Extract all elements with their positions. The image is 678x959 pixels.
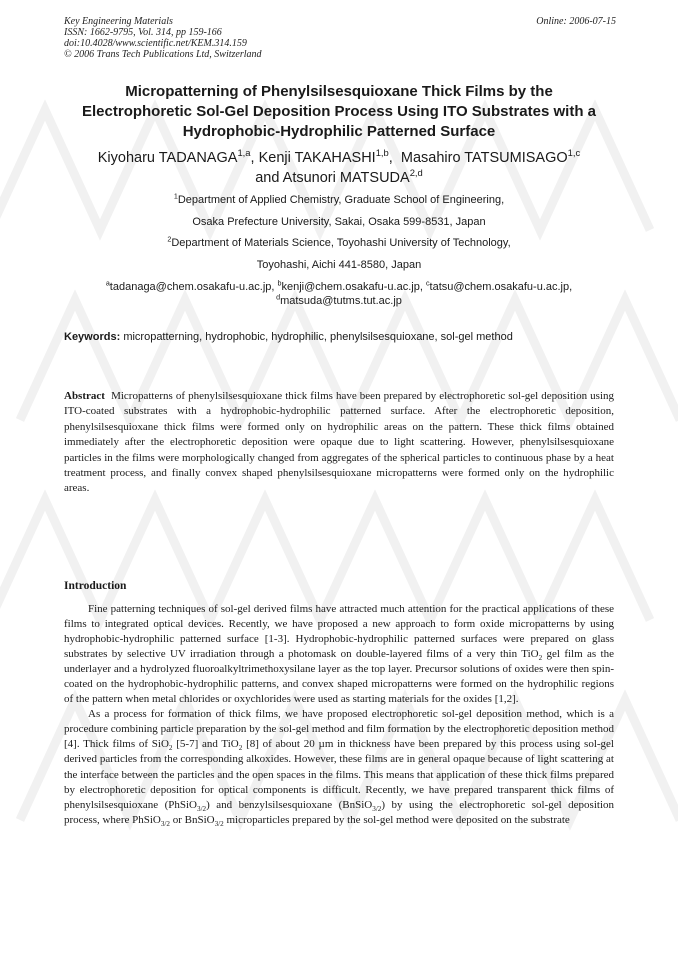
email-d-marker: d <box>276 293 281 302</box>
title-line-2: Electrophoretic Sol-Gel Deposition Process Using ITO Substrates with a <box>82 103 596 120</box>
email-c-marker: c <box>425 279 430 288</box>
abstract-label: Abstract <box>64 390 105 402</box>
p1-sub: 2 <box>538 654 543 663</box>
p2-sub-1: 2 <box>168 744 173 753</box>
p1-text-b: gel film as the underlayer and a hydrolyzed fluoroalkyltrimethoxysilane layer as the top layer. Precursor solutions of oxides were then spin-coated on the hydrophobic-hydrophilic patterns, and convex shaped micropatterns were formed on the hydrophilic regions of the pattern when metal chlorides or oxychlorides were used as starting materials for the oxides [1,2]. <box>64 648 614 706</box>
p2-text-a: As a process for formation of thick films, we have proposed electrophoretic sol-gel deposition method, which is a procedure combining particle preparation by the sol-gel method and film formation by the electrophoretic deposition method [4]. Thick films of SiO <box>64 708 614 751</box>
affiliation-2-line-2: Toyohashi, Aichi 441-8580, Japan <box>256 259 422 271</box>
p2-text-c: [8] of about 20 µm in thickness have been prepared by this process using sol-gel derived particles from the corresponding alkoxides. However, these films are in general opaque because of light scattering at the interface between the particles and the open spaces in the films. This means that application of these thick films prepared by electrophoretic deposition for optical components is difficult. Recently, we have prepared transparent thick films of phenylsilsesquioxane (PhSiO <box>64 738 614 811</box>
p2-sub-4: 3/2 <box>372 804 382 813</box>
author-1-marker: 1,a <box>237 147 251 159</box>
author-4-marker: 2,d <box>409 167 423 179</box>
affiliation-2-line-1: Department of Materials Science, Toyohashi University of Technology, <box>171 237 511 249</box>
author-and: and <box>255 170 280 186</box>
author-2-marker: 1,b <box>375 147 389 159</box>
p2-sub-6: 3/2 <box>214 819 224 828</box>
paper-title <box>40 82 638 142</box>
keywords <box>64 330 624 344</box>
title-line-3: Hydrophobic-Hydrophilic Patterned Surface <box>182 123 496 140</box>
email-b[interactable]: kenji@chem.osakafu-u.ac.jp, <box>281 281 423 293</box>
doi-line: doi:10.4028/www.scientific.net/KEM.314.159 <box>64 38 247 49</box>
journal-name: Key Engineering Materials <box>64 16 173 27</box>
author-3-marker: 1,c <box>567 147 581 159</box>
author-4: Atsunori MATSUDA <box>282 170 410 186</box>
abstract <box>64 389 614 497</box>
affiliation-2-marker: 2 <box>167 235 172 244</box>
keywords-label: Keywords: <box>64 331 121 343</box>
introduction-heading: Introduction <box>64 580 127 592</box>
affiliation-1-line-1: Department of Applied Chemistry, Graduate School of Engineering, <box>177 194 505 206</box>
email-b-marker: b <box>277 279 282 288</box>
author-1: Kiyoharu TADANAGA <box>97 150 238 166</box>
journal-header <box>64 16 616 60</box>
email-d[interactable]: matsuda@tutms.tut.ac.jp <box>280 295 402 307</box>
affiliation-1-line-2: Osaka Prefecture University, Sakai, Osaka 599-8531, Japan <box>192 216 486 228</box>
title-line-1: Micropatterning of Phenylsilsesquioxane Thick Films by the <box>125 83 553 100</box>
email-list <box>40 280 638 308</box>
p2-sub-2: 2 <box>238 744 243 753</box>
introduction-body <box>64 602 614 828</box>
p2-text-b: [5-7] and TiO <box>172 738 239 751</box>
email-a[interactable]: tadanaga@chem.osakafu-u.ac.jp, <box>109 281 275 293</box>
abstract-text: Micropatterns of phenylsilsesquioxane thick films have been prepared by electrophoretic sol-gel deposition using ITO-coated substrates with a hydrophobic-hydrophilic patterned surface. After the electrophoretic deposition, phenylsilsesquioxane thick films were formed only on hydrophilic areas on the pattern. These thick films obtained immediately after the electrophoretic deposition were opaque due to light scattering. However, phenylsilsesquioxane particles in the films were morphologically changed from aggregates of the spherical particles to continuous phase by a heat treatment process, and finally convex shaped phenylsilsesquioxane micropatterns were formed only on the hydrophilic areas. <box>64 390 614 495</box>
author-3: Masahiro TATSUMISAGO <box>400 150 568 166</box>
p2-text-f: or BnSiO <box>169 813 215 826</box>
author-list: Kiyoharu TADANAGA$^{1,a}$, Kenji TAKAHASHI$^{1,b}$, Masahiro TATSUMISAGO$^{1,c}$ and Atsunori MATSUDA$^{2,d}$ <box>97 147 581 186</box>
issn-line: ISSN: 1662-9795, Vol. 314, pp 159-166 <box>64 27 222 38</box>
p2-text-d: ) and benzylsilsesquioxane (BnSiO <box>206 798 373 811</box>
keywords-text: micropatterning, hydrophobic, hydrophilic, phenylsilsesquioxane, sol-gel method <box>123 331 513 343</box>
email-a-marker: a <box>105 279 110 288</box>
p2-text-e: ) by using the electrophoretic sol-gel deposition process, where PhSiO <box>64 798 614 826</box>
p2-sub-3: 3/2 <box>197 804 207 813</box>
copyright-line: © 2006 Trans Tech Publications Ltd, Switzerland <box>64 49 262 60</box>
author-2: Kenji TAKAHASHI <box>258 150 376 166</box>
affiliation-1-address <box>40 215 638 229</box>
introduction-paragraph-2 <box>64 707 614 827</box>
affiliation-1 <box>40 193 638 207</box>
p2-text-g: microparticles prepared by the sol-gel method were deposited on the substrate <box>223 813 570 826</box>
p1-text-a: Fine patterning techniques of sol-gel derived films have attracted much attention for the practical applications of these films to integrated optical devices. Recently, we have proposed a new approach to form oxide micropatterns by using hydrophobic-hydrophilic patterned surface [1-3]. Hydrophobic-hydrophilic patterned surfaces were prepared on glass substrates by selective UV irradiation through a photomask on double-layered films of a very thin TiO <box>64 603 614 661</box>
affiliation-2 <box>40 236 638 250</box>
email-c[interactable]: tatsu@chem.osakafu-u.ac.jp, <box>429 281 573 293</box>
introduction-paragraph-1 <box>64 602 614 707</box>
affiliation-2-address <box>40 258 638 272</box>
p2-sub-5: 3/2 <box>160 819 170 828</box>
affiliation-1-marker: 1 <box>173 192 178 201</box>
online-date: Online: 2006-07-15 <box>536 16 616 27</box>
